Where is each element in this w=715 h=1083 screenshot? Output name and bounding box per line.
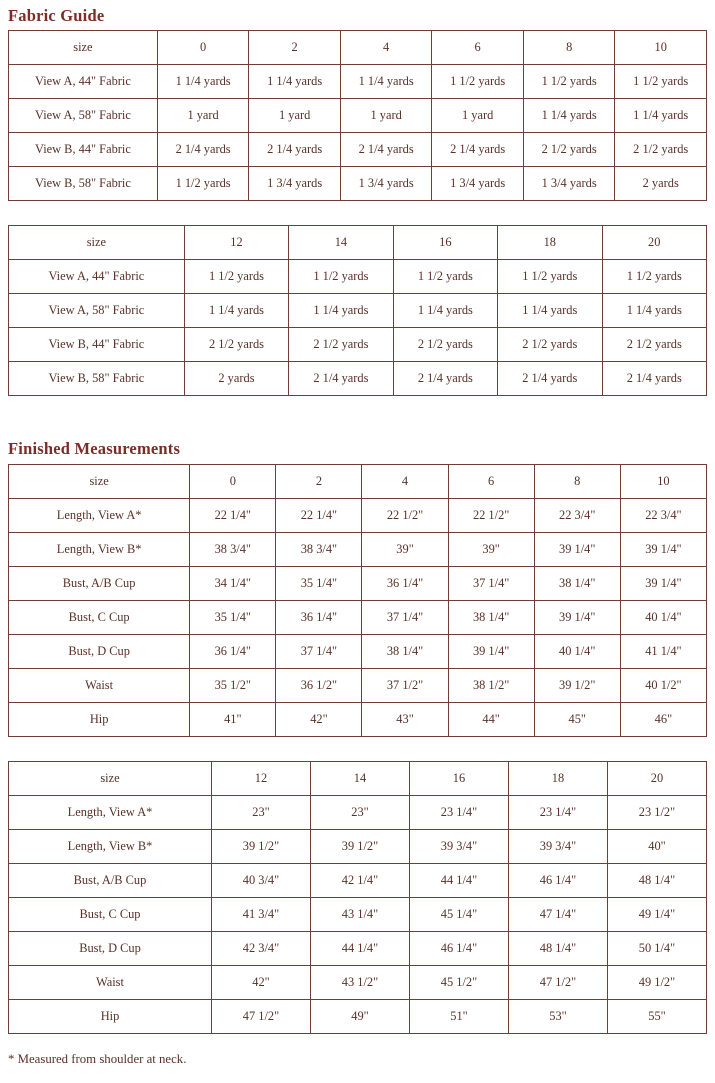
row-label: Length, View B* [9,830,212,864]
table-cell: 1 3/4 yards [340,167,432,201]
table-cell: 38 1/4" [534,567,620,601]
column-header-size-14: 14 [289,226,393,260]
table-row [9,99,707,133]
table-cell: 2 yards [615,167,707,201]
table-cell: 40 1/4" [534,635,620,669]
table-cell: 2 yards [184,362,288,396]
table-cell: 38 3/4" [190,533,276,567]
column-header-size-20: 20 [608,762,707,796]
column-header-size-18: 18 [498,226,602,260]
table-cell: 39" [448,533,534,567]
table-cell: 39 1/4" [620,567,706,601]
table-cell: 47 1/2" [212,1000,311,1034]
table-row [9,499,707,533]
table-cell: 23 1/4" [509,796,608,830]
table-cell: 39 1/2" [212,830,311,864]
table-cell: 43 1/2" [311,966,410,1000]
table-cell: 44 1/4" [311,932,410,966]
table-cell: 35 1/4" [190,601,276,635]
column-header-size-20: 20 [602,226,707,260]
column-header-size-10: 10 [615,31,707,65]
table-cell: 53" [509,1000,608,1034]
table-cell: 42 3/4" [212,932,311,966]
row-label: View A, 44" Fabric [9,260,185,294]
table-cell: 2 1/4 yards [249,133,341,167]
column-header-size-18: 18 [509,762,608,796]
table-cell: 37 1/2" [362,669,448,703]
table-cell: 1 1/4 yards [157,65,249,99]
table-cell: 2 1/4 yards [289,362,393,396]
table-cell: 36 1/2" [276,669,362,703]
table-cell: 43 1/4" [311,898,410,932]
table-cell: 1 1/4 yards [249,65,341,99]
table-cell: 42 1/4" [311,864,410,898]
table-cell: 49" [311,1000,410,1034]
table-cell: 1 yard [340,99,432,133]
table-cell: 37 1/4" [276,635,362,669]
table-cell: 22 1/4" [276,499,362,533]
table-cell: 48 1/4" [509,932,608,966]
table-cell: 38 1/4" [362,635,448,669]
row-label: View A, 44" Fabric [9,65,158,99]
table-cell: 2 1/2 yards [615,133,707,167]
row-label: Bust, D Cup [9,635,190,669]
column-header-size: size [9,226,185,260]
column-header-size-16: 16 [410,762,509,796]
table-cell: 40 3/4" [212,864,311,898]
table-cell: 45" [534,703,620,737]
table-cell: 36 1/4" [362,567,448,601]
table-cell: 2 1/4 yards [602,362,707,396]
table-cell: 45 1/4" [410,898,509,932]
table-cell: 48 1/4" [608,864,707,898]
table-cell: 38 3/4" [276,533,362,567]
table-cell: 39 1/2" [534,669,620,703]
table-cell: 36 1/4" [276,601,362,635]
table-cell: 2 1/2 yards [289,328,393,362]
table-cell: 1 1/2 yards [615,65,707,99]
row-label: Hip [9,1000,212,1034]
finished-measurements-table-sizes-0-10 [8,464,707,737]
table-row [9,567,707,601]
table-cell: 47 1/4" [509,898,608,932]
table-cell: 2 1/2 yards [523,133,615,167]
row-label: View B, 44" Fabric [9,328,185,362]
table-cell: 43" [362,703,448,737]
table-cell: 1 1/2 yards [498,260,602,294]
table-cell: 39 1/4" [620,533,706,567]
table-header-row [9,762,707,796]
table-cell: 2 1/4 yards [432,133,524,167]
table-cell: 41 1/4" [620,635,706,669]
table-cell: 37 1/4" [448,567,534,601]
table-cell: 35 1/2" [190,669,276,703]
table-row [9,294,707,328]
table-cell: 22 1/4" [190,499,276,533]
table-cell: 1 3/4 yards [523,167,615,201]
table-cell: 1 1/2 yards [432,65,524,99]
table-cell: 37 1/4" [362,601,448,635]
row-label: Waist [9,966,212,1000]
table-row [9,65,707,99]
column-header-size-8: 8 [523,31,615,65]
table-cell: 2 1/4 yards [498,362,602,396]
table-cell: 44" [448,703,534,737]
table-row [9,362,707,396]
table-row [9,533,707,567]
table-cell: 39 1/4" [534,533,620,567]
table-cell: 41" [190,703,276,737]
table-header-row [9,31,707,65]
table-cell: 40 1/4" [620,601,706,635]
row-label: Bust, A/B Cup [9,567,190,601]
table-cell: 2 1/4 yards [393,362,497,396]
table-row [9,328,707,362]
finished-measurements-table-sizes-12-20 [8,761,707,1034]
table-cell: 23 1/2" [608,796,707,830]
row-label: Bust, A/B Cup [9,864,212,898]
row-label: View B, 58" Fabric [9,167,158,201]
table-cell: 1 1/2 yards [157,167,249,201]
table-cell: 42" [276,703,362,737]
column-header-size-12: 12 [212,762,311,796]
table-cell: 23" [311,796,410,830]
table-cell: 2 1/2 yards [602,328,707,362]
column-header-size: size [9,465,190,499]
table-cell: 41 3/4" [212,898,311,932]
row-label: Waist [9,669,190,703]
column-header-size-2: 2 [249,31,341,65]
row-label: View B, 44" Fabric [9,133,158,167]
column-header-size-0: 0 [190,465,276,499]
table-cell: 46 1/4" [509,864,608,898]
table-cell: 2 1/4 yards [157,133,249,167]
row-label: View B, 58" Fabric [9,362,185,396]
table-cell: 1 1/2 yards [393,260,497,294]
table-row [9,601,707,635]
table-cell: 49 1/2" [608,966,707,1000]
row-label: Length, View A* [9,796,212,830]
table-cell: 1 1/4 yards [615,99,707,133]
table-cell: 35 1/4" [276,567,362,601]
table-cell: 1 1/4 yards [393,294,497,328]
row-label: Length, View A* [9,499,190,533]
table-header-row [9,465,707,499]
table-cell: 42" [212,966,311,1000]
table-cell: 51" [410,1000,509,1034]
table-cell: 46 1/4" [410,932,509,966]
footnote-measured-from-shoulder: * Measured from shoulder at neck. [8,1052,187,1066]
table-cell: 46" [620,703,706,737]
table-cell: 23" [212,796,311,830]
table-cell: 39 3/4" [410,830,509,864]
page-title-fabric-guide: Fabric Guide [8,6,105,25]
table-cell: 1 1/2 yards [289,260,393,294]
table-cell: 47 1/2" [509,966,608,1000]
table-cell: 2 1/2 yards [184,328,288,362]
page-title-finished-measurements: Finished Measurements [8,439,181,458]
table-cell: 40 1/2" [620,669,706,703]
table-row [9,635,707,669]
table-cell: 23 1/4" [410,796,509,830]
table-cell: 39 3/4" [509,830,608,864]
row-label: Bust, C Cup [9,601,190,635]
column-header-size-16: 16 [393,226,497,260]
fabric-guide-table-sizes-12-20 [8,225,707,396]
table-row [9,898,707,932]
table-cell: 1 1/2 yards [523,65,615,99]
table-cell: 55" [608,1000,707,1034]
table-row [9,796,707,830]
column-header-size-0: 0 [157,31,249,65]
column-header-size-2: 2 [276,465,362,499]
row-label: View A, 58" Fabric [9,99,158,133]
table-cell: 1 1/4 yards [340,65,432,99]
table-row [9,133,707,167]
table-cell: 2 1/2 yards [498,328,602,362]
table-cell: 50 1/4" [608,932,707,966]
column-header-size: size [9,31,158,65]
column-header-size-8: 8 [534,465,620,499]
table-cell: 1 yard [432,99,524,133]
table-row [9,167,707,201]
column-header-size-14: 14 [311,762,410,796]
table-row [9,669,707,703]
table-row [9,864,707,898]
table-cell: 44 1/4" [410,864,509,898]
table-cell: 1 1/4 yards [602,294,707,328]
table-header-row [9,226,707,260]
row-label: View A, 58" Fabric [9,294,185,328]
table-cell: 1 1/2 yards [602,260,707,294]
table-row [9,1000,707,1034]
row-label: Hip [9,703,190,737]
column-header-size-6: 6 [432,31,524,65]
column-header-size-10: 10 [620,465,706,499]
fabric-guide-table-sizes-0-10 [8,30,707,201]
table-cell: 2 1/2 yards [393,328,497,362]
table-cell: 1 3/4 yards [432,167,524,201]
table-cell: 22 1/2" [362,499,448,533]
column-header-size: size [9,762,212,796]
table-cell: 1 yard [157,99,249,133]
table-cell: 22 1/2" [448,499,534,533]
column-header-size-4: 4 [362,465,448,499]
table-cell: 1 1/4 yards [184,294,288,328]
table-cell: 49 1/4" [608,898,707,932]
column-header-size-12: 12 [184,226,288,260]
table-cell: 34 1/4" [190,567,276,601]
table-cell: 1 1/4 yards [289,294,393,328]
table-row [9,260,707,294]
table-cell: 39" [362,533,448,567]
table-cell: 38 1/2" [448,669,534,703]
table-cell: 2 1/4 yards [340,133,432,167]
table-row [9,966,707,1000]
table-row [9,932,707,966]
table-cell: 1 3/4 yards [249,167,341,201]
table-cell: 1 1/4 yards [498,294,602,328]
row-label: Bust, C Cup [9,898,212,932]
row-label: Length, View B* [9,533,190,567]
table-row [9,830,707,864]
table-cell: 45 1/2" [410,966,509,1000]
table-cell: 39 1/4" [534,601,620,635]
table-cell: 1 1/2 yards [184,260,288,294]
table-cell: 1 yard [249,99,341,133]
table-cell: 39 1/2" [311,830,410,864]
row-label: Bust, D Cup [9,932,212,966]
column-header-size-4: 4 [340,31,432,65]
table-cell: 36 1/4" [190,635,276,669]
table-cell: 38 1/4" [448,601,534,635]
column-header-size-6: 6 [448,465,534,499]
table-cell: 22 3/4" [620,499,706,533]
table-row [9,703,707,737]
table-cell: 40" [608,830,707,864]
table-cell: 22 3/4" [534,499,620,533]
table-cell: 1 1/4 yards [523,99,615,133]
table-cell: 39 1/4" [448,635,534,669]
